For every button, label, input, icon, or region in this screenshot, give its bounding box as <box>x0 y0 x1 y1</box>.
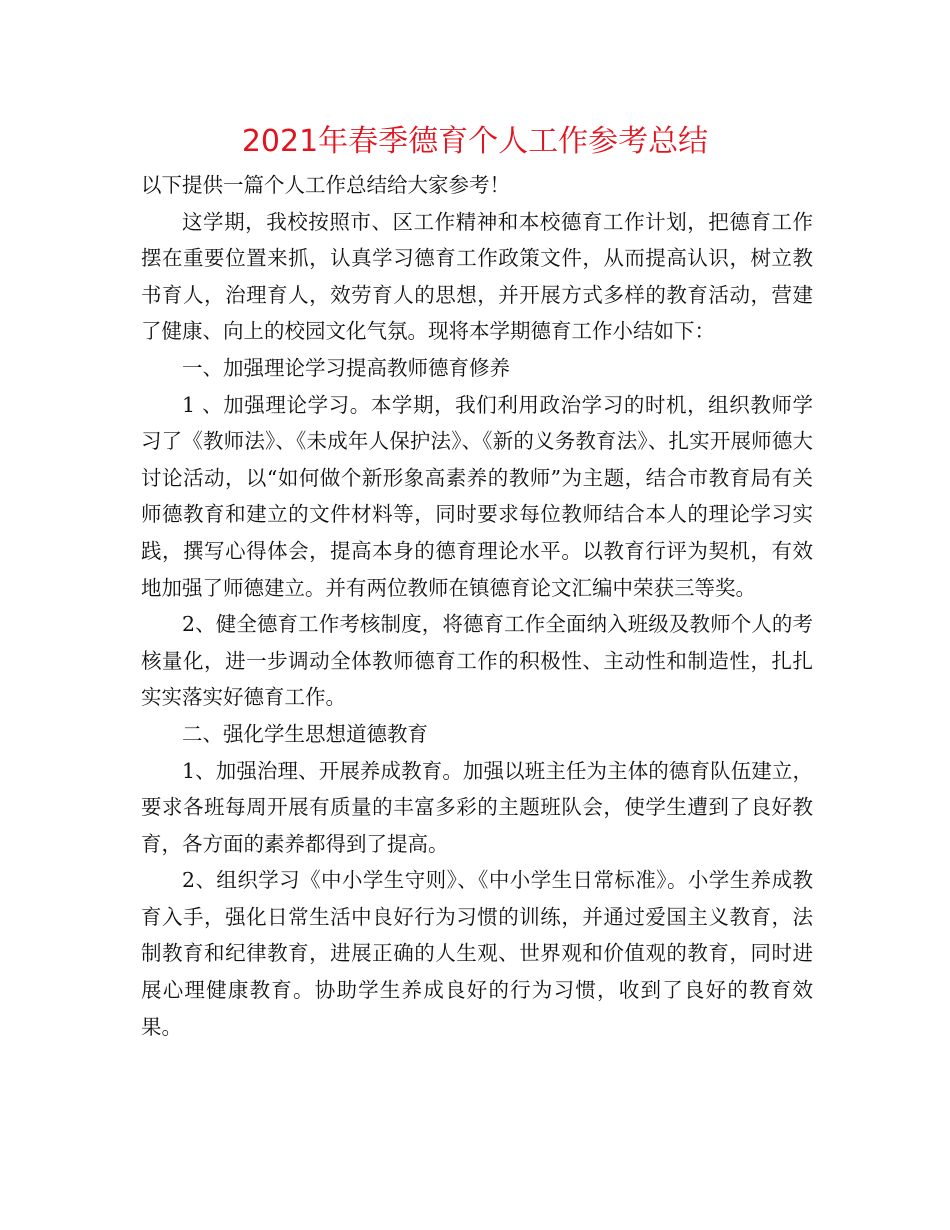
document-body <box>141 167 813 1045</box>
section-heading: 一、加强理论学习提高教师德育修养 <box>182 355 510 380</box>
intro-paragraph: 以下提供一篇个人工作总结给大家参考！ <box>141 173 510 197</box>
body-paragraph: 2、健全德育工作考核制度，将德育工作全面纳入班级及教师个人的考核量化，进一步调动全体教师德育工作的积极性、主动性和制造性，扎扎实实落实好德育工作。 <box>141 612 813 710</box>
body-paragraph: 1、加强治理、开展养成教育。加强以班主任为主体的德育队伍建立，要求各班每周开展有质量的丰富多彩的主题班队会，使学生遭到了良好教育，各方面的素养都得到了提高。 <box>141 758 813 856</box>
body-paragraph: 这学期，我校按照市、区工作精神和本校德育工作计划，把德育工作摆在重要位置来抓，认真学习德育工作政策文件，从而提高认识，树立教书育人，治理育人，效劳育人的思想，并开展方式多样的教育活动，营建了健康、向上的校园文化气氛。现将本学期德育工作小结如下： <box>141 209 813 344</box>
section-heading: 二、强化学生思想道德教育 <box>182 721 428 746</box>
body-paragraph: 2、组织学习《中小学生守则》、《中小学生日常标准》。小学生养成教育入手，强化日常生活中良好行为习惯的训练，并通过爱国主义教育，法制教育和纪律教育，进展正确的人生观、世界观和价值观的教育，同时进展心理健康教育。协助学生养成良好的行为习惯，收到了良好的教育效果。 <box>141 868 813 1039</box>
document-title: 2021年春季德育个人工作参考总结 <box>241 124 709 159</box>
body-paragraph: 1 、加强理论学习。本学期，我们利用政治学习的时机，组织教师学习了《教师法》、《未成年人保护法》、《新的义务教育法》、扎实开展师德大讨论活动，以“如何做个新形象高素养的教师”为主题，结合市教育局有关师德教育和建立的文件材料等，同时要求每位教师结合本人的理论学习实践，撰写心得体会，提高本身的德育理论水平。以教育行评为契机，有效地加强了师德建立。并有两位教师在镇德育论文汇编中荣获三等奖。 <box>141 392 813 600</box>
